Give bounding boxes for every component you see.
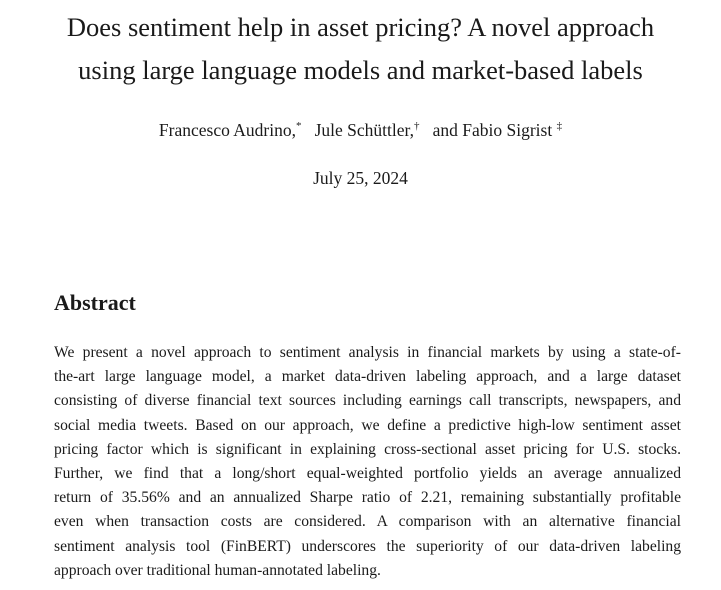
author-footnote-mark[interactable]: † xyxy=(414,120,420,132)
paper-date: July 25, 2024 xyxy=(313,168,408,188)
abstract-line: even when transaction costs are considered. A comparison with an alternative financial xyxy=(54,513,681,531)
abstract-line: Further, we find that a long/short equal-weighted portfolio yields an average annualized xyxy=(54,465,681,483)
author-footnote-mark[interactable]: ‡ xyxy=(556,120,563,132)
author-footnote-mark[interactable]: * xyxy=(295,120,302,132)
abstract-line: social media tweets. Based on our approach, we define a predictive high-low sentiment asset xyxy=(54,416,681,434)
abstract-line: return of 35.56% and an annualized Sharpe ratio of 2.21, remaining substantially profitable xyxy=(54,489,681,507)
author-name: and Fabio Sigrist xyxy=(432,120,553,140)
abstract-line: approach over traditional human-annotated labeling. xyxy=(54,561,381,579)
author-list xyxy=(0,119,721,141)
abstract-heading: Abstract xyxy=(54,290,136,315)
abstract-line: pricing factor which is significant in explaining cross-sectional asset pricing for U.S. stocks. xyxy=(54,440,681,458)
abstract-line: We present a novel approach to sentiment analysis in financial markets by using a state-of- xyxy=(54,344,681,361)
author-name: Francesco Audrino, xyxy=(158,120,296,140)
title-line: Does sentiment help in asset pricing? A novel approach xyxy=(66,12,655,42)
abstract-line: the-art large language model, a market data-driven labeling approach, and a large dataset xyxy=(54,368,681,386)
abstract-line: consisting of diverse financial text sources including earnings call transcripts, newspapers, and xyxy=(54,392,681,410)
author-jule-schuettler xyxy=(315,120,420,140)
abstract-line: sentiment analysis tool (FinBERT) underscores the superiority of our data-driven labeling xyxy=(54,537,681,555)
abstract-body xyxy=(54,341,681,583)
author-fabio-sigrist xyxy=(433,120,562,140)
author-francesco-audrino xyxy=(159,120,302,140)
author-name: Jule Schüttler, xyxy=(314,120,414,140)
title-line: using large language models and market-based labels xyxy=(78,55,643,85)
paper-title xyxy=(0,6,721,92)
